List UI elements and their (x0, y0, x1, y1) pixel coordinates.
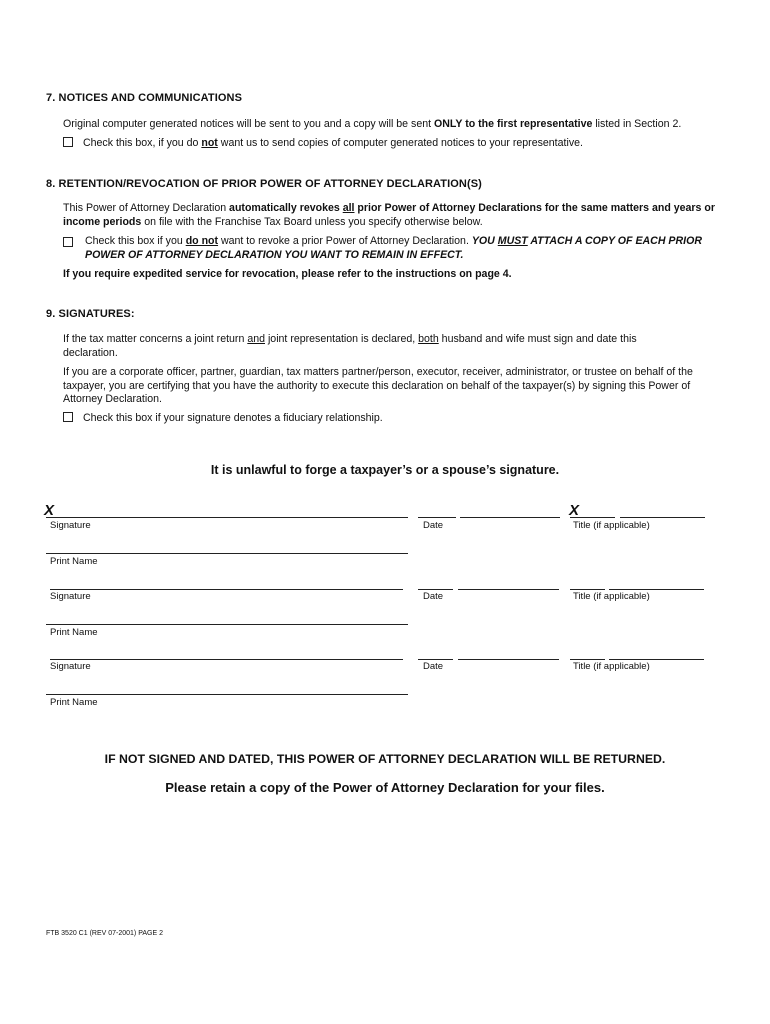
date-label-1: Date (423, 520, 444, 531)
fiduciary-checkbox-label: Check this box if your signature denotes a fiduciary relationship. (83, 412, 383, 424)
title-label-2: Title (if applicable) (573, 591, 650, 602)
title-label-1: Title (if applicable) (573, 520, 650, 531)
expedited-note: If you require expedited service for revocation, please refer to the instructions on page 4. (63, 268, 512, 280)
signature-label-2: Signature (50, 591, 91, 602)
retain-copy-note: Please retain a copy of the Power of Attorney Declaration for your files. (165, 780, 605, 795)
date-label-3: Date (423, 661, 444, 672)
title-x-mark: X (569, 502, 580, 519)
date-line-3b[interactable] (458, 659, 559, 660)
signature-line-3[interactable] (50, 659, 403, 660)
print-name-label-3: Print Name (50, 697, 98, 708)
forgery-warning: It is unlawful to forge a taxpayer’s or a spouse’s signature. (210, 463, 560, 477)
title-line-2a[interactable] (570, 589, 605, 590)
signature-label-3: Signature (50, 661, 91, 672)
title-label-3: Title (if applicable) (573, 661, 650, 672)
section-8-checkbox-row (63, 235, 723, 262)
signature-label-1: Signature (50, 520, 91, 531)
section-8-paragraph: This Power of Attorney Declaration automatically revokes all prior Power of Attorney Declarations for the same matters and years or income periods on file with the Franchise Tax Board unless you specify otherwise below. (63, 202, 715, 228)
date-line-2a[interactable] (418, 589, 453, 590)
title-line-3b[interactable] (609, 659, 704, 660)
notices-checkbox[interactable] (63, 137, 73, 147)
date-line-3a[interactable] (418, 659, 453, 660)
title-line-1b[interactable] (620, 517, 705, 518)
fiduciary-checkbox[interactable] (63, 412, 73, 422)
revoke-checkbox[interactable] (63, 237, 73, 247)
print-name-label-1: Print Name (50, 556, 98, 567)
title-line-3a[interactable] (570, 659, 605, 660)
section-9-paragraph-1: If the tax matter concerns a joint return and joint representation is declared, both husband and wife must sign and date this declaration. (63, 333, 637, 359)
title-line-1a[interactable] (570, 517, 615, 518)
print-name-line-1[interactable] (46, 553, 408, 554)
section-9-checkbox-row (63, 412, 743, 426)
date-label-2: Date (423, 591, 444, 602)
section-7-title: 7. NOTICES AND COMMUNICATIONS (46, 92, 243, 104)
notices-checkbox-label: Check this box, if you do not want us to send copies of computer generated notices to your representative. (83, 137, 583, 149)
signature-x-mark: X (44, 502, 55, 519)
date-line-1a[interactable] (418, 517, 456, 518)
section-9-paragraph-2: If you are a corporate officer, partner, guardian, tax matters partner/person, executor, receiver, administrator, or trustee on behalf of the taxpayer, you are certifying that you have the authority to execute this declaration on behalf of the taxpayer(s) by signing this Power of Attorney Declaration. (63, 366, 693, 405)
section-9-title: 9. SIGNATURES: (46, 308, 135, 320)
section-7-checkbox-row (63, 137, 743, 151)
signature-line-2[interactable] (50, 589, 403, 590)
print-name-line-3[interactable] (46, 694, 408, 695)
signature-line-1[interactable] (46, 517, 408, 518)
form-footer: FTB 3520 C1 (REV 07-2001) PAGE 2 (46, 930, 163, 937)
date-line-2b[interactable] (458, 589, 559, 590)
print-name-line-2[interactable] (46, 624, 408, 625)
revoke-checkbox-label: Check this box if you do not want to revoke a prior Power of Attorney Declaration. YOU MUST ATTACH A COPY OF EACH PRIOR POWER OF ATTORNEY DECLARATION YOU WANT TO REMAIN IN EFFECT. (85, 235, 702, 261)
section-8-title: 8. RETENTION/REVOCATION OF PRIOR POWER OF ATTORNEY DECLARATION(S) (46, 178, 482, 190)
print-name-label-2: Print Name (50, 627, 98, 638)
section-7-paragraph: Original computer generated notices will be sent to you and a copy will be sent ONLY to the first representative listed in Section 2. (63, 118, 682, 130)
title-line-2b[interactable] (609, 589, 704, 590)
return-warning: IF NOT SIGNED AND DATED, THIS POWER OF ATTORNEY DECLARATION WILL BE RETURNED. (104, 752, 666, 766)
date-line-1b[interactable] (460, 517, 560, 518)
